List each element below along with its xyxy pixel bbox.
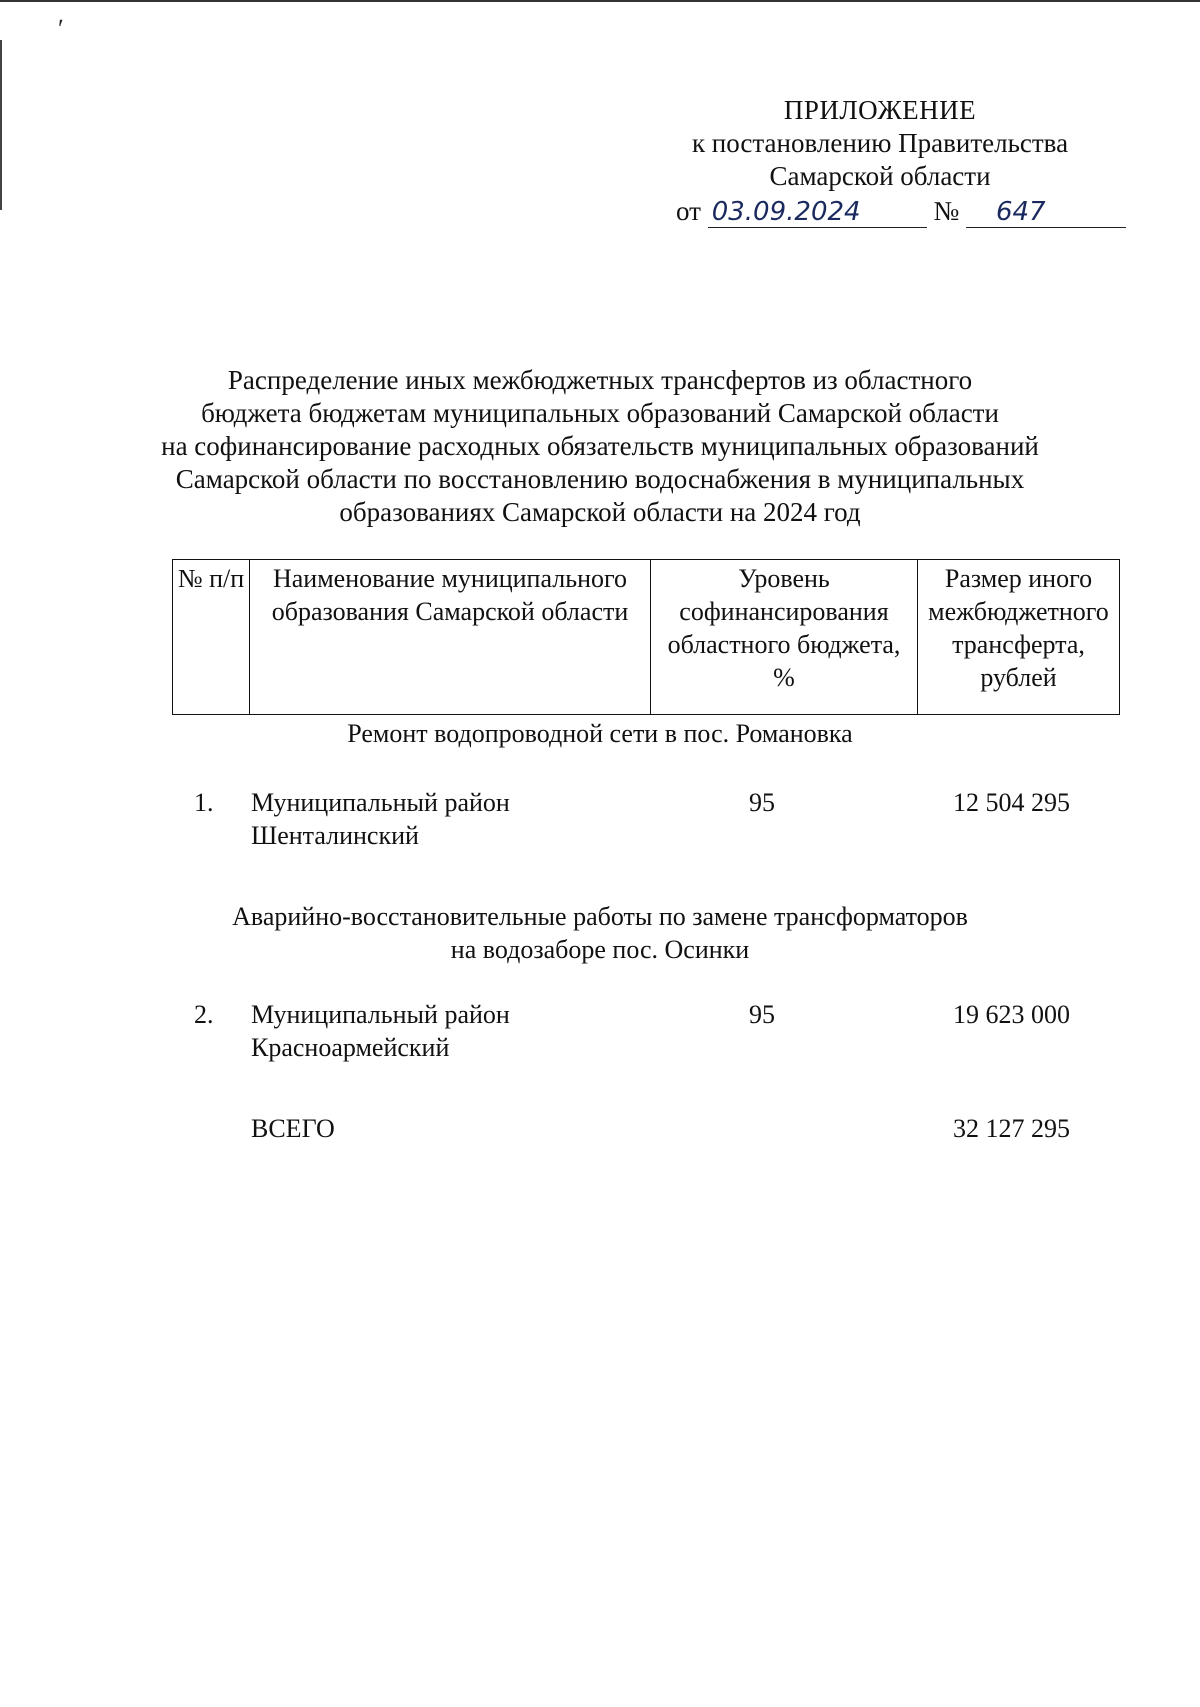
- row-number: 1.: [194, 788, 214, 817]
- scan-left-edge: [0, 40, 2, 210]
- row-name-line: Шенталинский: [251, 821, 419, 850]
- header-percent: Уровень софинансирования областного бюджета, %: [651, 560, 918, 715]
- total-label: ВСЕГО: [251, 1114, 335, 1143]
- document-title: [150, 364, 1050, 529]
- section-title-line: Ремонт водопроводной сети в пос. Романовка: [347, 719, 853, 748]
- row-percent: 95: [749, 1000, 775, 1029]
- row-percent: 95: [749, 788, 775, 817]
- row-name-line: Красноармейский: [251, 1033, 450, 1062]
- row-name-line: Муниципальный район: [251, 1000, 510, 1029]
- section-title: [150, 900, 1050, 966]
- handwritten-date: 03.09.2024: [708, 197, 927, 228]
- header-amount: Размер иного межбюджетного трансферта, рублей: [918, 560, 1120, 715]
- section-title: [150, 717, 1050, 750]
- row-number: 2.: [194, 1000, 214, 1029]
- title-line: на софинансирование расходных обязательств муниципальных образований: [161, 431, 1039, 461]
- handwritten-number: 647: [966, 197, 1126, 228]
- scan-top-edge: [0, 0, 1200, 2]
- approval-title: ПРИЛОЖЕНИЕ: [783, 95, 977, 125]
- from-label: от: [676, 196, 701, 226]
- header-name: Наименование муниципального образования Самарской области: [250, 560, 651, 715]
- total-amount: 32 127 295: [953, 1114, 1070, 1143]
- row-name-line: Муниципальный район: [251, 788, 510, 817]
- title-line: бюджета бюджетам муниципальных образований Самарской области: [201, 398, 999, 428]
- title-line: образованиях Самарской области на 2024 год: [339, 497, 861, 527]
- row-amount: 19 623 000: [953, 1000, 1070, 1029]
- table-header: [172, 559, 1120, 715]
- approval-line-2: Самарской области: [769, 161, 991, 191]
- number-label: №: [933, 196, 960, 226]
- approval-line-1: к постановлению Правительства: [691, 128, 1069, 158]
- header-number: № п/п: [173, 560, 250, 715]
- row-name: [251, 786, 631, 852]
- title-line: Самарской области по восстановлению водоснабжения в муниципальных: [175, 464, 1025, 494]
- scan-mark-icon: ʹ: [58, 14, 64, 43]
- approval-block: [660, 94, 1100, 193]
- section-title-line: на водозаборе пос. Осинки: [450, 935, 750, 964]
- row-name: [251, 998, 631, 1064]
- row-amount: 12 504 295: [953, 788, 1070, 817]
- title-line: Распределение иных межбюджетных трансфертов из областного: [227, 365, 973, 395]
- approval-date-line: [676, 194, 1116, 228]
- section-title-line: Аварийно-восстановительные работы по замене трансформаторов: [232, 902, 968, 931]
